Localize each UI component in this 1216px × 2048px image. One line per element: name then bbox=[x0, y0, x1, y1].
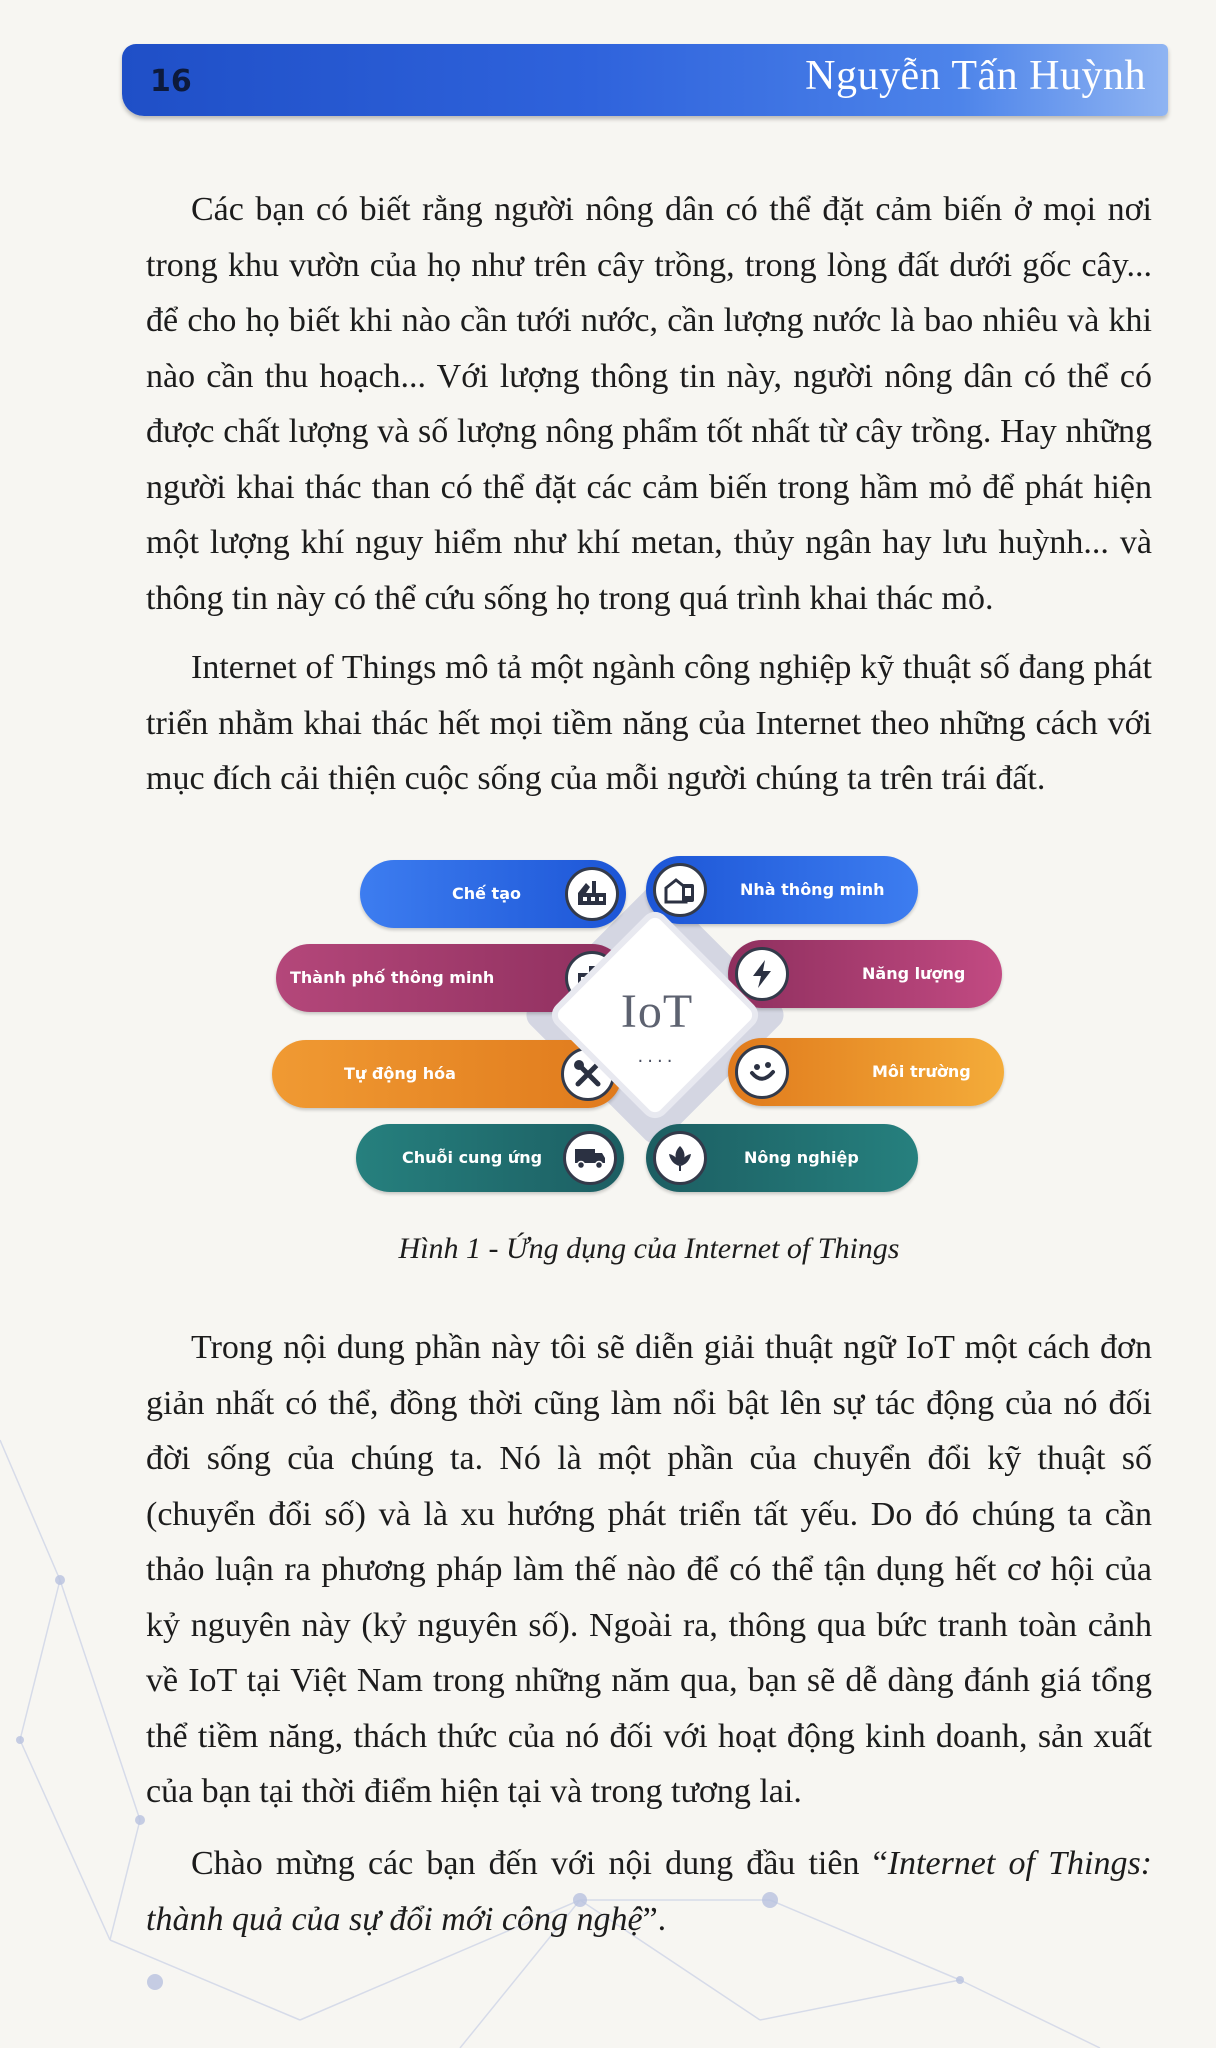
iot-applications-figure bbox=[262, 848, 1022, 1196]
page-number: 16 bbox=[150, 64, 192, 99]
pill-chuoi-cung-ung bbox=[356, 1124, 624, 1192]
pill-label: Thành phố thông minh bbox=[290, 968, 495, 987]
lightning-icon bbox=[735, 947, 789, 1001]
paragraph-iot-definition: Internet of Things mô tả một ngành công nghiệp kỹ thuật số đang phát triển nhằm khai thác hết mọi tiềm năng của Internet theo những cách với mục đích cải thiện cuộc sống của mỗi người chúng ta trên trái đất. bbox=[146, 649, 1152, 797]
page-header bbox=[122, 44, 1168, 116]
pill-tu-dong-hoa bbox=[272, 1040, 622, 1108]
welcome-text-end: ”. bbox=[642, 1900, 667, 1938]
pill-moi-truong bbox=[728, 1038, 1004, 1106]
paragraph-intro-content: Trong nội dung phần này tôi sẽ diễn giải thuật ngữ IoT một cách đơn giản nhất có thể, đồng thời cũng làm nổi bật lên sự tác động của nó đối đời sống của chúng ta. Nó là một phần của chuyển đổi kỹ thuật số (chuyển đổi số) và là xu hướng phát triển tất yếu. Do đó chúng ta cần thảo luận ra phương pháp làm thế nào để có thể tận dụng hết cơ hội của kỷ nguyên này (kỷ nguyên số). Ngoài ra, thông qua bức tranh toàn cảnh về IoT tại Việt Nam trong những năm qua, bạn sẽ dễ dàng đánh giá tổng thể tiềm năng, thách thức của nó đối với hoạt động kinh doanh, sản xuất của bạn tại thời điểm hiện tại và trong tương lai. bbox=[146, 1329, 1152, 1810]
pill-label: Chuỗi cung ứng bbox=[402, 1148, 543, 1167]
pill-nha-thong-minh bbox=[646, 856, 918, 924]
paragraph-sensors: Các bạn có biết rằng người nông dân có thể đặt cảm biến ở mọi nơi trong khu vườn của họ như trên cây trồng, trong lòng đất dưới gốc cây... để cho họ biết khi nào cần tưới nước, cần lượng nước là bao nhiêu và khi nào cần thu hoạch... Với lượng thông tin này, người nông dân có thể có được chất lượng và số lượng nông phẩm tốt nhất từ cây trồng. Hay những người khai thác than có thể đặt các cảm biến trong hầm mỏ để phát hiện một lượng khí nguy hiểm như khí metan, thủy ngân hay lưu huỳnh... và thông tin này có thể cứu sống họ trong quá trình khai thác mỏ. bbox=[146, 191, 1152, 617]
pill-che-tao bbox=[360, 860, 626, 928]
chapter-title: Internet of Things: thành quả của sự đổi mới công nghệ bbox=[146, 1845, 1152, 1938]
figure-caption: Hình 1 - Ứng dụng của Internet of Things bbox=[398, 1232, 900, 1265]
pill-nang-luong bbox=[728, 940, 1002, 1008]
pill-label: Chế tạo bbox=[452, 884, 521, 903]
smiley-icon bbox=[735, 1045, 789, 1099]
pill-label: Môi trường bbox=[872, 1062, 971, 1081]
welcome-text: Chào mừng các bạn đến với nội dung đầu tiên “ bbox=[191, 1845, 888, 1882]
smart-home-icon bbox=[653, 863, 707, 917]
truck-icon bbox=[563, 1131, 617, 1185]
author-name: Nguyễn Tấn Huỳnh bbox=[805, 53, 1146, 99]
pill-label: Tự động hóa bbox=[344, 1064, 456, 1083]
pill-label: Nông nghiệp bbox=[744, 1148, 859, 1167]
pill-label: Năng lượng bbox=[862, 964, 966, 983]
factory-icon bbox=[565, 867, 619, 921]
plant-icon bbox=[653, 1131, 707, 1185]
iot-center-label: IoT bbox=[620, 985, 694, 1038]
pill-label: Nhà thông minh bbox=[740, 880, 885, 899]
pill-nong-nghiep bbox=[646, 1124, 918, 1192]
paragraph-welcome bbox=[146, 1836, 1152, 1947]
iot-center-dots: .... bbox=[637, 1046, 677, 1067]
